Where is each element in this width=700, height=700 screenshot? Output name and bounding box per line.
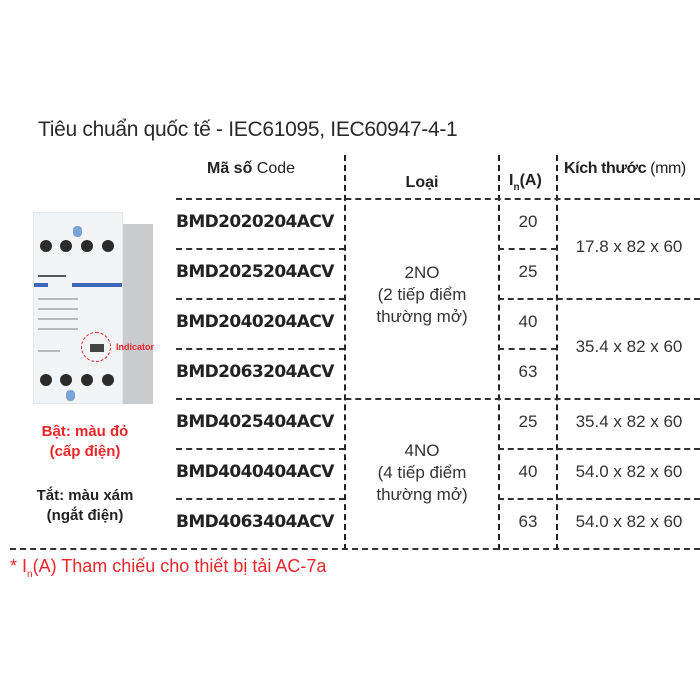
current-cell: 25 bbox=[518, 262, 538, 281]
row-divider bbox=[498, 298, 700, 300]
label-text-line bbox=[38, 298, 78, 300]
label-text-line bbox=[38, 328, 78, 330]
terminal-icon bbox=[40, 240, 52, 252]
current-cell: 25 bbox=[518, 412, 538, 431]
indicator-label: Indicator bbox=[116, 342, 155, 352]
code-cell: BMD4025404ACV bbox=[176, 412, 334, 432]
code-cell: BMD2063204ACV bbox=[176, 362, 334, 382]
size-cell: 54.0 x 82 x 60 bbox=[575, 512, 683, 531]
header-size: Kích thước (mm) bbox=[564, 160, 686, 177]
terminal-icon bbox=[102, 374, 114, 386]
header-type: Loại bbox=[405, 174, 439, 191]
terminal-icon bbox=[60, 374, 72, 386]
brand-logo bbox=[38, 275, 66, 277]
size-cell: 54.0 x 82 x 60 bbox=[575, 462, 683, 481]
header-code: Mã số Code bbox=[207, 160, 296, 177]
row-divider bbox=[498, 448, 700, 450]
code-cell: BMD4063404ACV bbox=[176, 512, 334, 532]
size-cell: 35.4 x 82 x 60 bbox=[575, 337, 683, 356]
screw-icon bbox=[73, 226, 82, 237]
terminal-icon bbox=[81, 374, 93, 386]
current-cell: 20 bbox=[518, 212, 538, 231]
size-cell: 17.8 x 82 x 60 bbox=[575, 237, 683, 256]
row-divider bbox=[176, 348, 345, 350]
table-bottom-divider bbox=[10, 548, 700, 550]
contactor-image bbox=[18, 212, 158, 404]
brand-stripe bbox=[72, 283, 122, 287]
label-text-line bbox=[38, 308, 78, 310]
code-cell: BMD4040404ACV bbox=[176, 462, 334, 482]
code-cell: BMD2040204ACV bbox=[176, 312, 334, 332]
row-divider bbox=[176, 398, 700, 400]
terminal-icon bbox=[81, 240, 93, 252]
page-title: Tiêu chuẩn quốc tế - IEC61095, IEC60947-4-1 bbox=[38, 118, 458, 141]
type-cell-4no: 4NO (4 tiếp điểm thường mở) bbox=[376, 441, 468, 504]
header-current: $I_n(A)$ bbox=[509, 172, 542, 193]
footnote: * $I_n(A)$ Tham chiếu cho thiết bị tải AC-7a bbox=[10, 556, 327, 580]
label-text-line bbox=[38, 350, 60, 352]
brand-stripe bbox=[34, 283, 48, 287]
current-cell: 63 bbox=[518, 512, 538, 531]
row-divider bbox=[176, 248, 345, 250]
code-cell: BMD2025204ACV bbox=[176, 262, 334, 282]
row-divider bbox=[176, 448, 345, 450]
terminal-icon bbox=[40, 374, 52, 386]
screw-icon bbox=[66, 390, 75, 401]
terminal-icon bbox=[60, 240, 72, 252]
current-cell: 40 bbox=[518, 462, 538, 481]
indicator-off-state: Tắt: màu xám (ngắt điện) bbox=[36, 487, 134, 524]
contactor-side-panel bbox=[123, 224, 153, 404]
row-divider bbox=[176, 498, 345, 500]
row-divider bbox=[498, 498, 700, 500]
size-cell: 35.4 x 82 x 60 bbox=[575, 412, 683, 431]
type-cell-2no: 2NO (2 tiếp điểm thường mở) bbox=[376, 263, 468, 326]
indicator-on-state: Bật: màu đỏ (cấp điện) bbox=[41, 423, 129, 460]
indicator-window bbox=[90, 344, 104, 352]
terminal-icon bbox=[102, 240, 114, 252]
current-cell: 40 bbox=[518, 312, 538, 331]
row-divider bbox=[498, 348, 557, 350]
header-divider bbox=[176, 198, 700, 200]
code-cell: BMD2020204ACV bbox=[176, 212, 334, 232]
row-divider bbox=[498, 248, 557, 250]
row-divider bbox=[176, 298, 345, 300]
current-cell: 63 bbox=[518, 362, 538, 381]
label-text-line bbox=[38, 318, 78, 320]
